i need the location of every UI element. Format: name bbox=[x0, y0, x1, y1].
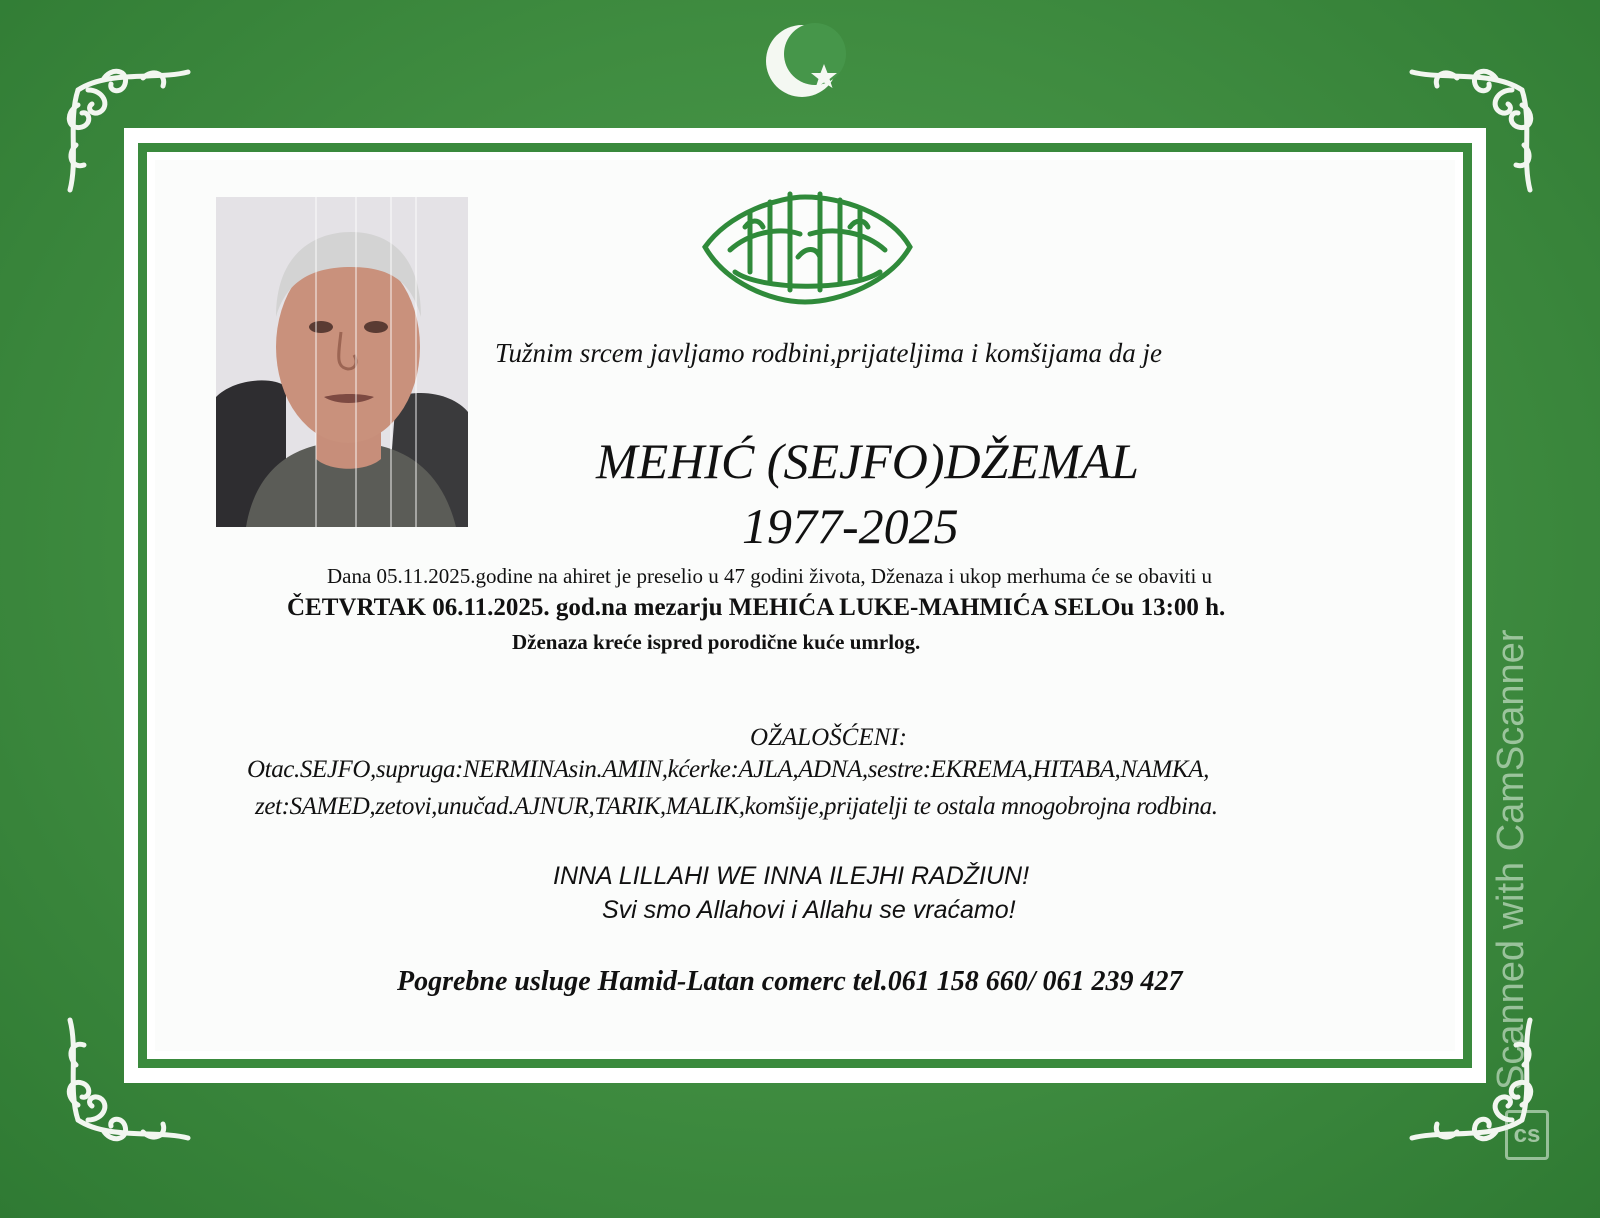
floral-corner-ornament-top-left bbox=[48, 50, 198, 200]
intro-text: Tužnim srcem javljamo rodbini,prijateljima i komšijama da je bbox=[495, 338, 1162, 368]
arabic-calligraphy bbox=[690, 172, 920, 320]
funeral-details-line-2: ČETVRTAK 06.11.2025. god.na mezarju MEHIĆA LUKE-MAHMIĆA SELOu 13:00 h. bbox=[287, 594, 1226, 621]
mourners-list-line-1: Otac.SEJFO,supruga:NERMINAsin.AMIN,kćerke:AJLA,ADNA,sestre:EKREMA,HITABA,NAMKA, bbox=[247, 756, 1209, 783]
funeral-details-line-1: Dana 05.11.2025.godine na ahiret je preselio u 47 godini života, Dženaza i ukop merhuma će se obaviti u bbox=[327, 564, 1213, 588]
camscanner-logo-icon: cs bbox=[1505, 1110, 1549, 1160]
crescent-star-icon bbox=[760, 16, 870, 106]
funeral-service-contact: Pogrebne usluge Hamid-Latan comerc tel.061 158 660/ 061 239 427 bbox=[397, 966, 1183, 997]
floral-corner-ornament-top-right bbox=[1402, 50, 1552, 200]
camscanner-watermark: Scanned with CamScanner bbox=[1490, 629, 1532, 1090]
quote-line-1: INNA LILLAHI WE INNA ILEJHI RADŽIUN! bbox=[553, 862, 1030, 890]
quote-line-2: Svi smo Allahovi i Allahu se vraćamo! bbox=[602, 896, 1016, 924]
life-years: 1977-2025 bbox=[742, 498, 959, 554]
deceased-portrait-photo bbox=[216, 197, 468, 527]
floral-corner-ornament-bottom-left bbox=[48, 1010, 198, 1160]
funeral-details-line-3: Dženaza kreće ispred porodične kuće umrlog. bbox=[512, 630, 921, 654]
deceased-name: MEHIĆ (SEJFO)DŽEMAL bbox=[596, 433, 1139, 489]
mourners-list-line-2: zet:SAMED,zetovi,unučad.AJNUR,TARIK,MALIK,komšije,prijatelji te ostala mnogobrojna rodbina. bbox=[255, 793, 1218, 820]
mourners-heading: OŽALOŠĆENI: bbox=[750, 724, 907, 751]
